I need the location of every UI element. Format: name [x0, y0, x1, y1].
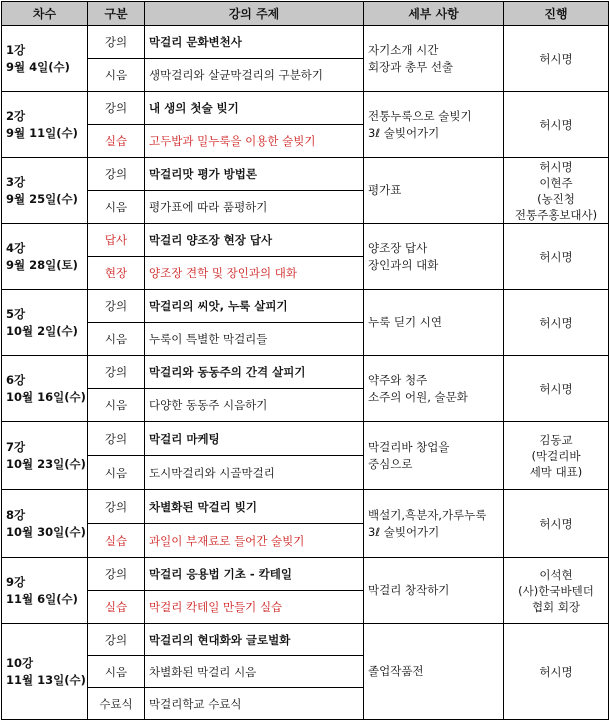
- topic-cell: 다양한 동동주 시음하기: [145, 389, 364, 422]
- detail-cell: [364, 558, 504, 624]
- progress-cell: [504, 356, 609, 422]
- topic-cell: 평가표에 따라 품평하기: [145, 191, 364, 224]
- topic-cell: 막걸리의 씨앗, 누룩 살피기: [145, 290, 364, 323]
- category-cell: 시음: [88, 59, 145, 92]
- header-topic: 강의 주제: [145, 2, 364, 26]
- detail-cell: [364, 224, 504, 290]
- detail-line: 중심으로: [368, 456, 413, 471]
- instructor-line: 허시명: [539, 664, 573, 679]
- session-date: 11월 13일(수): [6, 672, 86, 687]
- progress-cell: [504, 490, 609, 558]
- session-date: 9월 4일(수): [6, 59, 70, 74]
- table-row: [2, 558, 609, 591]
- category-cell: 강의: [88, 356, 145, 389]
- session-cell: [2, 158, 88, 224]
- detail-line: 소주의 어원, 술문화: [368, 389, 468, 404]
- detail-cell: [364, 92, 504, 158]
- table-row: [2, 290, 609, 323]
- detail-line: 자기소개 시간: [368, 42, 439, 57]
- session-date: 10월 2일(수): [6, 323, 78, 338]
- session-cell: [2, 224, 88, 290]
- detail-line: 3ℓ 술빚어가기: [368, 524, 440, 539]
- session-number: 7강: [6, 439, 26, 454]
- session-date: 9월 11일(수): [6, 125, 78, 140]
- instructor-line: 허시명: [539, 381, 573, 396]
- session-cell: [2, 490, 88, 558]
- progress-cell: [504, 422, 609, 490]
- topic-cell: 내 생의 첫술 빚기: [145, 92, 364, 125]
- header-category: 구분: [88, 2, 145, 26]
- session-date: 10월 23일(수): [6, 456, 86, 471]
- instructor-line: 허시명: [539, 516, 573, 531]
- category-cell: 강의: [88, 92, 145, 125]
- category-cell: 강의: [88, 26, 145, 59]
- session-cell: [2, 624, 88, 720]
- category-cell: 강의: [88, 624, 145, 656]
- category-cell: 강의: [88, 558, 145, 591]
- table-row: [2, 224, 609, 257]
- topic-cell: 막걸리 응용법 기초 - 칵테일: [145, 558, 364, 591]
- session-number: 3강: [6, 174, 26, 189]
- header-session: 차수: [2, 2, 88, 26]
- progress-cell: [504, 290, 609, 356]
- detail-line: 회장과 총무 선출: [368, 59, 454, 74]
- instructor-line: 허시명: [539, 315, 573, 330]
- topic-cell: 도시막걸리와 시골막걸리: [145, 456, 364, 490]
- detail-line: 평가표: [368, 183, 402, 197]
- topic-cell: 막걸리 마케팅: [145, 422, 364, 456]
- instructor-line: 이현주: [539, 175, 573, 190]
- session-number: 5강: [6, 306, 26, 321]
- instructor-line: (사)한국바텐더: [518, 583, 594, 598]
- topic-cell: 막걸리의 현대화와 글로벌화: [145, 624, 364, 656]
- topic-cell: 차별화된 막걸리 빚기: [145, 490, 364, 524]
- table-row: [2, 158, 609, 191]
- instructor-line: (농진청: [537, 191, 575, 206]
- session-date: 9월 28일(토): [6, 257, 78, 272]
- session-number: 4강: [6, 240, 26, 255]
- category-cell: 시음: [88, 389, 145, 422]
- progress-cell: [504, 158, 609, 224]
- table-row: [2, 92, 609, 125]
- progress-cell: [504, 92, 609, 158]
- instructor-line: 김동교: [539, 432, 573, 447]
- detail-line: 약주와 청주: [368, 372, 428, 387]
- category-cell: 강의: [88, 158, 145, 191]
- instructor-line: 허시명: [539, 159, 573, 174]
- instructor-line: 전통주홍보대사): [514, 207, 598, 222]
- topic-cell: 차별화된 막걸리 시음: [145, 656, 364, 688]
- session-number: 8강: [6, 507, 26, 522]
- category-cell: 실습: [88, 524, 145, 558]
- detail-line: 졸업작품전: [368, 664, 424, 678]
- category-cell: 시음: [88, 323, 145, 356]
- instructor-line: 협회 회장: [531, 599, 581, 614]
- detail-cell: [364, 624, 504, 720]
- session-number: 10강: [6, 655, 34, 670]
- category-cell: 시음: [88, 456, 145, 490]
- session-cell: [2, 356, 88, 422]
- header-progress: 진행: [504, 2, 609, 26]
- category-cell: 실습: [88, 125, 145, 158]
- category-cell: 실습: [88, 591, 145, 624]
- table-row: [2, 356, 609, 389]
- session-cell: [2, 290, 88, 356]
- instructor-line: 허시명: [539, 117, 573, 132]
- lecture-schedule-table: [1, 1, 609, 720]
- topic-cell: 막걸리맛 평가 방법론: [145, 158, 364, 191]
- table-row: [2, 624, 609, 656]
- category-cell: 강의: [88, 422, 145, 456]
- category-cell: 현장: [88, 257, 145, 290]
- category-cell: 강의: [88, 490, 145, 524]
- detail-line: 막걸리 창작하기: [368, 583, 450, 597]
- detail-cell: [364, 26, 504, 92]
- topic-cell: 고두밥과 밀누룩을 이용한 술빚기: [145, 125, 364, 158]
- topic-cell: 막걸리 칵테일 만들기 실습: [145, 591, 364, 624]
- detail-line: 막걸리바 창업을: [368, 439, 450, 454]
- detail-cell: [364, 158, 504, 224]
- session-date: 10월 16일(수): [6, 389, 86, 404]
- category-cell: 시음: [88, 656, 145, 688]
- topic-cell: 생막걸리와 살균막걸리의 구분하기: [145, 59, 364, 92]
- session-number: 6강: [6, 372, 26, 387]
- table-row: [2, 422, 609, 456]
- instructor-line: 세막 대표): [529, 464, 583, 479]
- detail-line: 전통누룩으로 술빚기: [368, 108, 472, 123]
- topic-cell: 누룩이 특별한 막걸리들: [145, 323, 364, 356]
- table-row: [2, 26, 609, 59]
- topic-cell: 막걸리와 동동주의 간격 살피기: [145, 356, 364, 389]
- progress-cell: [504, 558, 609, 624]
- topic-cell: 막걸리 문화변천사: [145, 26, 364, 59]
- instructor-line: 이석현: [539, 567, 573, 582]
- progress-cell: [504, 224, 609, 290]
- progress-cell: [504, 624, 609, 720]
- category-cell: 강의: [88, 290, 145, 323]
- session-date: 10월 30일(수): [6, 524, 86, 539]
- detail-cell: [364, 490, 504, 558]
- session-cell: [2, 26, 88, 92]
- detail-cell: [364, 356, 504, 422]
- instructor-line: (막걸리바: [531, 448, 581, 463]
- instructor-line: 허시명: [539, 51, 573, 66]
- detail-cell: [364, 422, 504, 490]
- session-number: 2강: [6, 108, 26, 123]
- topic-cell: 양조장 견학 및 장인과의 대화: [145, 257, 364, 290]
- detail-line: 3ℓ 술빚어가기: [368, 125, 440, 140]
- detail-line: 장인과의 대화: [368, 257, 439, 272]
- category-cell: 시음: [88, 191, 145, 224]
- session-number: 1강: [6, 42, 26, 57]
- detail-line: 양조장 답사: [368, 240, 428, 255]
- detail-line: 백설기,흑분자,가루누룩: [368, 507, 487, 522]
- instructor-line: 허시명: [539, 249, 573, 264]
- table-row: [2, 490, 609, 524]
- session-cell: [2, 422, 88, 490]
- detail-cell: [364, 290, 504, 356]
- session-date: 11월 6일(수): [6, 591, 78, 606]
- session-cell: [2, 558, 88, 624]
- detail-line: 누룩 딛기 시연: [368, 315, 442, 329]
- category-cell: 수료식: [88, 688, 145, 720]
- session-date: 9월 25일(수): [6, 191, 78, 206]
- header-row: [2, 2, 609, 26]
- topic-cell: 과일이 부재료로 들어간 술빚기: [145, 524, 364, 558]
- header-detail: 세부 사항: [364, 2, 504, 26]
- session-cell: [2, 92, 88, 158]
- session-number: 9강: [6, 574, 26, 589]
- category-cell: 답사: [88, 224, 145, 257]
- progress-cell: [504, 26, 609, 92]
- topic-cell: 막걸리학교 수료식: [145, 688, 364, 720]
- topic-cell: 막걸리 양조장 현장 답사: [145, 224, 364, 257]
